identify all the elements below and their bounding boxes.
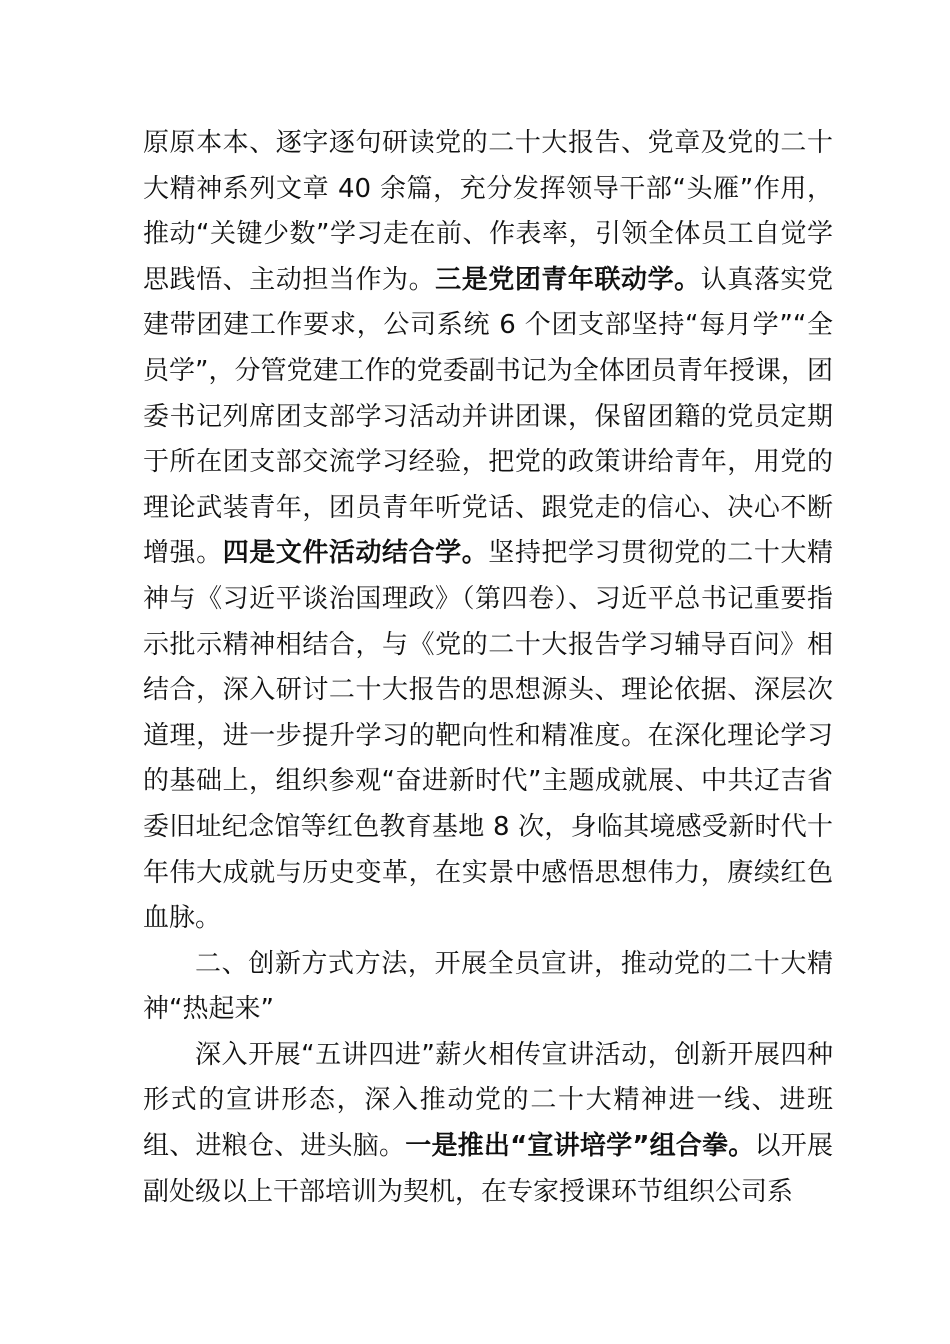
text-segment: 认真落实党建带团建工作要求，公司系统 6 个团支部坚持“每月学”“全员学”，分管党建工作的党委副书记为全体团员青年授课，团委书记列席团支部学习活动并讲团课，保留团籍的党员定期于所在团支部交流学习经验，把党的政策讲给青年，用党的理论武装青年，团员青年听党话、跟党走的信心、决心不断增强。: [143, 264, 833, 569]
text-segment: 以开展副处级以上干部培训为契机，在专家授课环节组织公司系: [143, 1131, 833, 1207]
bold-heading-lecture-training: 一是推出“宣讲培学”组合拳。: [405, 1131, 755, 1162]
paragraph-study-continuation: [143, 121, 833, 942]
paragraph-lecture-activities: [143, 1033, 833, 1215]
section-heading-two: [143, 942, 833, 1033]
bold-heading-documents-activities: 四是文件活动结合学。: [222, 538, 489, 569]
text-segment: 坚持把学习贯彻党的二十大精神与《习近平谈治国理政》（第四卷）、习近平总书记重要指示批示精神相结合，与《党的二十大报告学习辅导百问》相结合，深入研讨二十大报告的思想源头、理论依据、深层次道理，进一步提升学习的靶向性和精准度。在深化理论学习的基础上，组织参观“奋进新时代”主题成就展、中共辽吉省委旧址纪念馆等红色教育基地 8 次，身临其境感受新时代十年伟大成就与历史变革，在实景中感悟思想伟力，赓续红色血脉。: [143, 538, 833, 934]
document-body: [143, 121, 833, 1215]
text-segment: 原原本本、逐字逐句研读党的二十大报告、党章及党的二十大精神系列文章 40 余篇，充分发挥领导干部“头雁”作用，推动“关键少数”学习走在前、作表率，引领全体员工自觉学思践悟、主动担当作为。: [143, 128, 833, 295]
text-segment: 深入开展“五讲四进”薪火相传宣讲活动，创新开展四种形式的宣讲形态，深入推动党的二十大精神进一线、进班组、进粮仓、进头脑。: [143, 1039, 833, 1162]
bold-heading-party-youth: 三是党团青年联动学。: [435, 264, 701, 295]
section-heading-text: 二、创新方式方法，开展全员宣讲，推动党的二十大精神“热起来”: [143, 948, 833, 1025]
